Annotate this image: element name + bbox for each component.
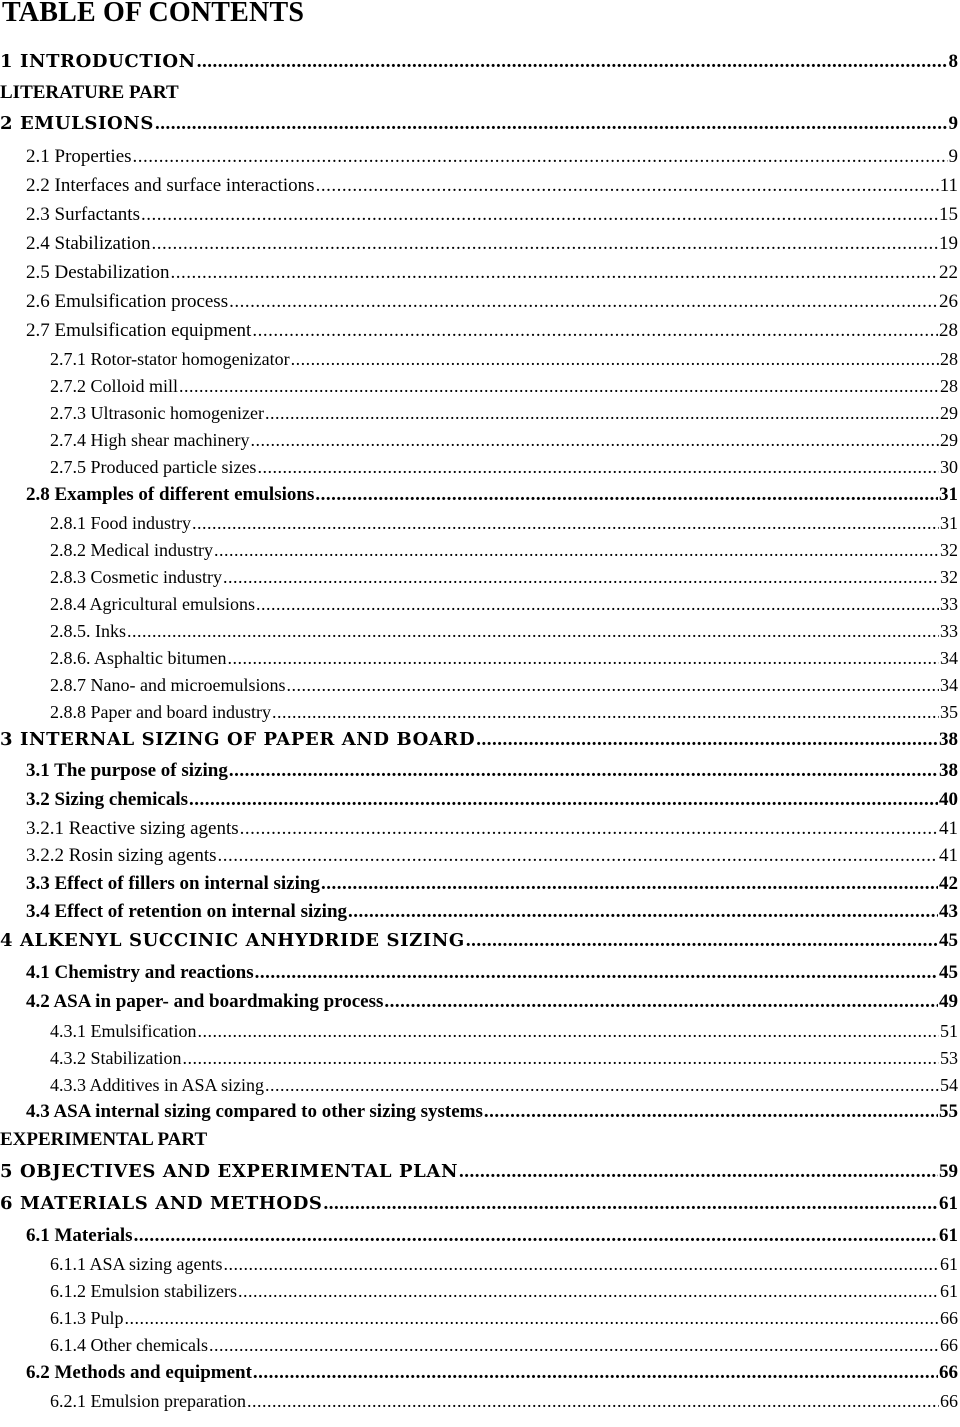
toc-page-number: 45 [939, 962, 958, 983]
toc-entry[interactable] [26, 991, 958, 1013]
toc-entry[interactable] [26, 760, 958, 782]
dot-leader [255, 962, 938, 984]
dot-leader [256, 593, 939, 615]
toc-page-number: 59 [939, 1161, 958, 1182]
dot-leader [459, 1161, 938, 1183]
toc-entry[interactable] [50, 456, 958, 478]
toc-entry[interactable] [26, 845, 958, 867]
toc-entry[interactable] [50, 375, 958, 397]
toc-entry-label: 4.2 ASA in paper- and boardmaking process [26, 991, 384, 1012]
toc-entry-label: 2.7.2 Colloid mill [50, 376, 179, 396]
dot-leader [227, 647, 939, 669]
toc-entry[interactable] [0, 51, 958, 73]
toc-page-number: 28 [939, 320, 958, 341]
dot-leader [257, 456, 939, 478]
toc-entry-label: 1 INTRODUCTION [0, 51, 196, 72]
toc-entry[interactable] [0, 1161, 958, 1183]
page-title: TABLE OF CONTENTS [2, 0, 305, 28]
toc-entry[interactable] [50, 674, 958, 696]
toc-entry[interactable] [26, 901, 958, 923]
toc-entry[interactable] [26, 1101, 958, 1123]
toc-page-number: 42 [939, 873, 958, 894]
toc-entry-label: 2.8.2 Medical industry [50, 540, 213, 560]
toc-entry[interactable] [50, 1307, 958, 1329]
toc-entry[interactable] [50, 1253, 958, 1275]
toc-entry-label: 2.7.1 Rotor-stator homogenizator [50, 349, 290, 369]
toc-entry-label: 2.8.6. Asphaltic bitumen [50, 648, 227, 668]
toc-entry-label: 6.1.4 Other chemicals [50, 1335, 208, 1355]
toc-page-number: 8 [948, 51, 958, 72]
dot-leader [192, 512, 939, 534]
toc-entry-label: 6.1.3 Pulp [50, 1308, 124, 1328]
dot-leader [238, 1280, 939, 1302]
dot-leader [214, 539, 939, 561]
dot-leader [218, 845, 938, 867]
toc-entry[interactable] [50, 701, 958, 723]
toc-page-number: 41 [939, 818, 958, 839]
dot-leader [253, 1362, 938, 1384]
toc-page-number: 34 [940, 675, 958, 695]
dot-leader [141, 204, 938, 226]
toc-entry[interactable] [26, 1225, 958, 1247]
dot-leader [272, 701, 939, 723]
toc-page-number: 61 [940, 1254, 958, 1274]
toc-entry[interactable] [26, 204, 958, 226]
toc-page-number: 33 [940, 594, 958, 614]
toc-entry[interactable] [50, 1047, 958, 1069]
toc-page-number: 26 [939, 291, 958, 312]
toc-entry[interactable] [50, 620, 958, 642]
toc-entry[interactable] [26, 233, 958, 255]
toc-entry[interactable] [26, 962, 958, 984]
toc-entry[interactable] [0, 729, 958, 751]
toc-entry-label: 2.8 Examples of different emulsions [26, 484, 315, 505]
toc-entry-label: 6.1.1 ASA sizing agents [50, 1254, 223, 1274]
dot-leader [484, 1101, 938, 1123]
dot-leader [197, 1020, 939, 1042]
dot-leader [466, 930, 938, 952]
dot-leader [265, 1074, 939, 1096]
toc-entry[interactable] [50, 1074, 958, 1096]
toc-page-number: 32 [940, 540, 958, 560]
dot-leader [133, 146, 948, 168]
dot-leader [291, 348, 939, 370]
toc-entry-label: 6 MATERIALS AND METHODS [0, 1193, 323, 1214]
toc-entry[interactable] [26, 873, 958, 895]
dot-leader [324, 1193, 938, 1215]
toc-page-number: 66 [940, 1391, 958, 1411]
toc-entry-label: 4.3.1 Emulsification [50, 1021, 197, 1041]
toc-entry[interactable] [26, 1362, 958, 1384]
dot-leader [127, 620, 939, 642]
toc-entry[interactable] [26, 789, 958, 811]
section-heading: LITERATURE PART [0, 82, 179, 103]
toc-page-number: 9 [948, 146, 958, 167]
toc-entry-label: 3 INTERNAL SIZING OF PAPER AND BOARD [0, 729, 476, 750]
toc-page-number: 43 [939, 901, 958, 922]
dot-leader [209, 1334, 939, 1356]
toc-entry[interactable] [0, 1193, 958, 1215]
dot-leader [229, 760, 938, 782]
dot-leader [152, 233, 938, 255]
dot-leader [197, 51, 948, 73]
toc-page-number: 28 [940, 376, 958, 396]
toc-entry[interactable] [50, 1334, 958, 1356]
dot-leader [247, 1390, 939, 1412]
toc-entry-label: 3.3 Effect of fillers on internal sizing [26, 873, 320, 894]
toc-page-number: 49 [939, 991, 958, 1012]
toc-entry[interactable] [50, 348, 958, 370]
toc-entry-label: 2.8.4 Agricultural emulsions [50, 594, 255, 614]
toc-entry-label: 4.3 ASA internal sizing compared to other sizing systems [26, 1101, 483, 1122]
toc-page-number: 66 [940, 1308, 958, 1328]
toc-entry-label: 4.3.3 Additives in ASA sizing [50, 1075, 265, 1095]
toc-page-number: 32 [940, 567, 958, 587]
dot-leader [179, 375, 939, 397]
toc-entry-label: 6.1.2 Emulsion stabilizers [50, 1281, 237, 1301]
toc-page-number: 34 [940, 648, 958, 668]
toc-entry-label: 4 ALKENYL SUCCINIC ANHYDRIDE SIZING [0, 930, 465, 951]
section-heading: EXPERIMENTAL PART [0, 1129, 208, 1150]
dot-leader [252, 320, 938, 342]
toc-entry[interactable] [50, 402, 958, 424]
toc-page-number: 55 [939, 1101, 958, 1122]
toc-page-number: 51 [940, 1021, 958, 1041]
dot-leader [125, 1307, 939, 1329]
toc-entry-label: 6.2.1 Emulsion preparation [50, 1391, 246, 1411]
toc-page-number: 28 [940, 349, 958, 369]
toc-entry-label: 2.1 Properties [26, 146, 132, 167]
toc-page-number: 41 [939, 845, 958, 866]
toc-entry[interactable] [50, 512, 958, 534]
dot-leader [229, 291, 938, 313]
toc-page-number: 31 [940, 513, 958, 533]
toc-entry-label: 2.8.3 Cosmetic industry [50, 567, 222, 587]
toc-entry-label: 4.1 Chemistry and reactions [26, 962, 254, 983]
toc-entry-label: 2.8.7 Nano- and microemulsions [50, 675, 286, 695]
toc-entry[interactable] [50, 1280, 958, 1302]
dot-leader [250, 429, 939, 451]
toc-entry-label: 3.2.1 Reactive sizing agents [26, 818, 239, 839]
toc-entry[interactable] [26, 484, 958, 506]
toc-entry-label: 2.7.5 Produced particle sizes [50, 457, 257, 477]
toc-page-number: 38 [939, 729, 958, 750]
toc-page-number: 29 [940, 430, 958, 450]
toc-page-number: 19 [939, 233, 958, 254]
dot-leader [171, 262, 938, 284]
toc-page-number: 38 [939, 760, 958, 781]
dot-leader [321, 873, 938, 895]
dot-leader [316, 175, 939, 197]
toc-page-number: 45 [939, 930, 958, 951]
toc-page-number: 31 [939, 484, 958, 505]
toc-page-number: 9 [948, 113, 958, 134]
toc-page-number: 40 [939, 789, 958, 810]
dot-leader [240, 818, 938, 840]
toc-entry-label: 6.1 Materials [26, 1225, 133, 1246]
toc-entry[interactable] [26, 291, 958, 313]
toc-page-number: 11 [939, 175, 958, 196]
toc-entry-label: 3.2.2 Rosin sizing agents [26, 845, 217, 866]
toc-entry-label: 2.4 Stabilization [26, 233, 151, 254]
toc-entry-label: 2.2 Interfaces and surface interactions [26, 175, 315, 196]
toc-page-number: 66 [939, 1362, 958, 1383]
dot-leader [223, 566, 939, 588]
toc-entry-label: 5 OBJECTIVES AND EXPERIMENTAL PLAN [0, 1161, 459, 1182]
toc-page-number: 54 [940, 1075, 958, 1095]
toc-entry[interactable] [26, 818, 958, 840]
toc-entry-label: 6.2 Methods and equipment [26, 1362, 252, 1383]
toc-entry-label: 3.2 Sizing chemicals [26, 789, 189, 810]
toc-entry[interactable] [50, 539, 958, 561]
toc-entry-label: 2.5 Destabilization [26, 262, 170, 283]
toc-entry-label: 2.3 Surfactants [26, 204, 140, 225]
toc-page-number: 15 [939, 204, 958, 225]
toc-entry[interactable] [0, 113, 958, 135]
dot-leader [182, 1047, 939, 1069]
toc-entry[interactable] [26, 320, 958, 342]
toc-entry-label: 3.1 The purpose of sizing [26, 760, 228, 781]
dot-leader [189, 789, 938, 811]
toc-entry-label: 2.7 Emulsification equipment [26, 320, 252, 341]
toc-page-number: 22 [939, 262, 958, 283]
toc-entry[interactable] [50, 647, 958, 669]
toc-entry[interactable] [50, 1020, 958, 1042]
toc-entry-label: 2.6 Emulsification process [26, 291, 229, 312]
toc-page-number: 35 [940, 702, 958, 722]
toc-page-number: 53 [940, 1048, 958, 1068]
toc-entry[interactable] [50, 566, 958, 588]
toc-entry[interactable] [26, 146, 958, 168]
toc-entry[interactable] [26, 262, 958, 284]
toc-entry[interactable] [50, 593, 958, 615]
toc-entry-label: 2 EMULSIONS [0, 113, 154, 134]
toc-entry-label: 2.8.8 Paper and board industry [50, 702, 271, 722]
toc-entry[interactable] [26, 175, 958, 197]
dot-leader [348, 901, 938, 923]
dot-leader [315, 484, 938, 506]
toc-page-number: 61 [940, 1281, 958, 1301]
toc-entry-label: 2.8.5. Inks [50, 621, 126, 641]
toc-entry-label: 4.3.2 Stabilization [50, 1048, 182, 1068]
dot-leader [224, 1253, 939, 1275]
dot-leader [134, 1225, 938, 1247]
toc-page-number: 66 [940, 1335, 958, 1355]
dot-leader [384, 991, 938, 1013]
dot-leader [155, 113, 948, 135]
toc-entry[interactable] [0, 930, 958, 952]
toc-page-number: 61 [939, 1193, 958, 1214]
toc-page-number: 29 [940, 403, 958, 423]
toc-entry[interactable] [50, 1390, 958, 1412]
toc-entry[interactable] [50, 429, 958, 451]
dot-leader [265, 402, 939, 424]
toc-entry-label: 2.8.1 Food industry [50, 513, 192, 533]
dot-leader [286, 674, 939, 696]
toc-entry-label: 3.4 Effect of retention on internal sizing [26, 901, 348, 922]
toc-page-number: 61 [939, 1225, 958, 1246]
dot-leader [476, 729, 938, 751]
toc-entry-label: 2.7.3 Ultrasonic homogenizer [50, 403, 264, 423]
toc-entry-label: 2.7.4 High shear machinery [50, 430, 250, 450]
toc-page-number: 33 [940, 621, 958, 641]
toc-page-number: 30 [940, 457, 958, 477]
